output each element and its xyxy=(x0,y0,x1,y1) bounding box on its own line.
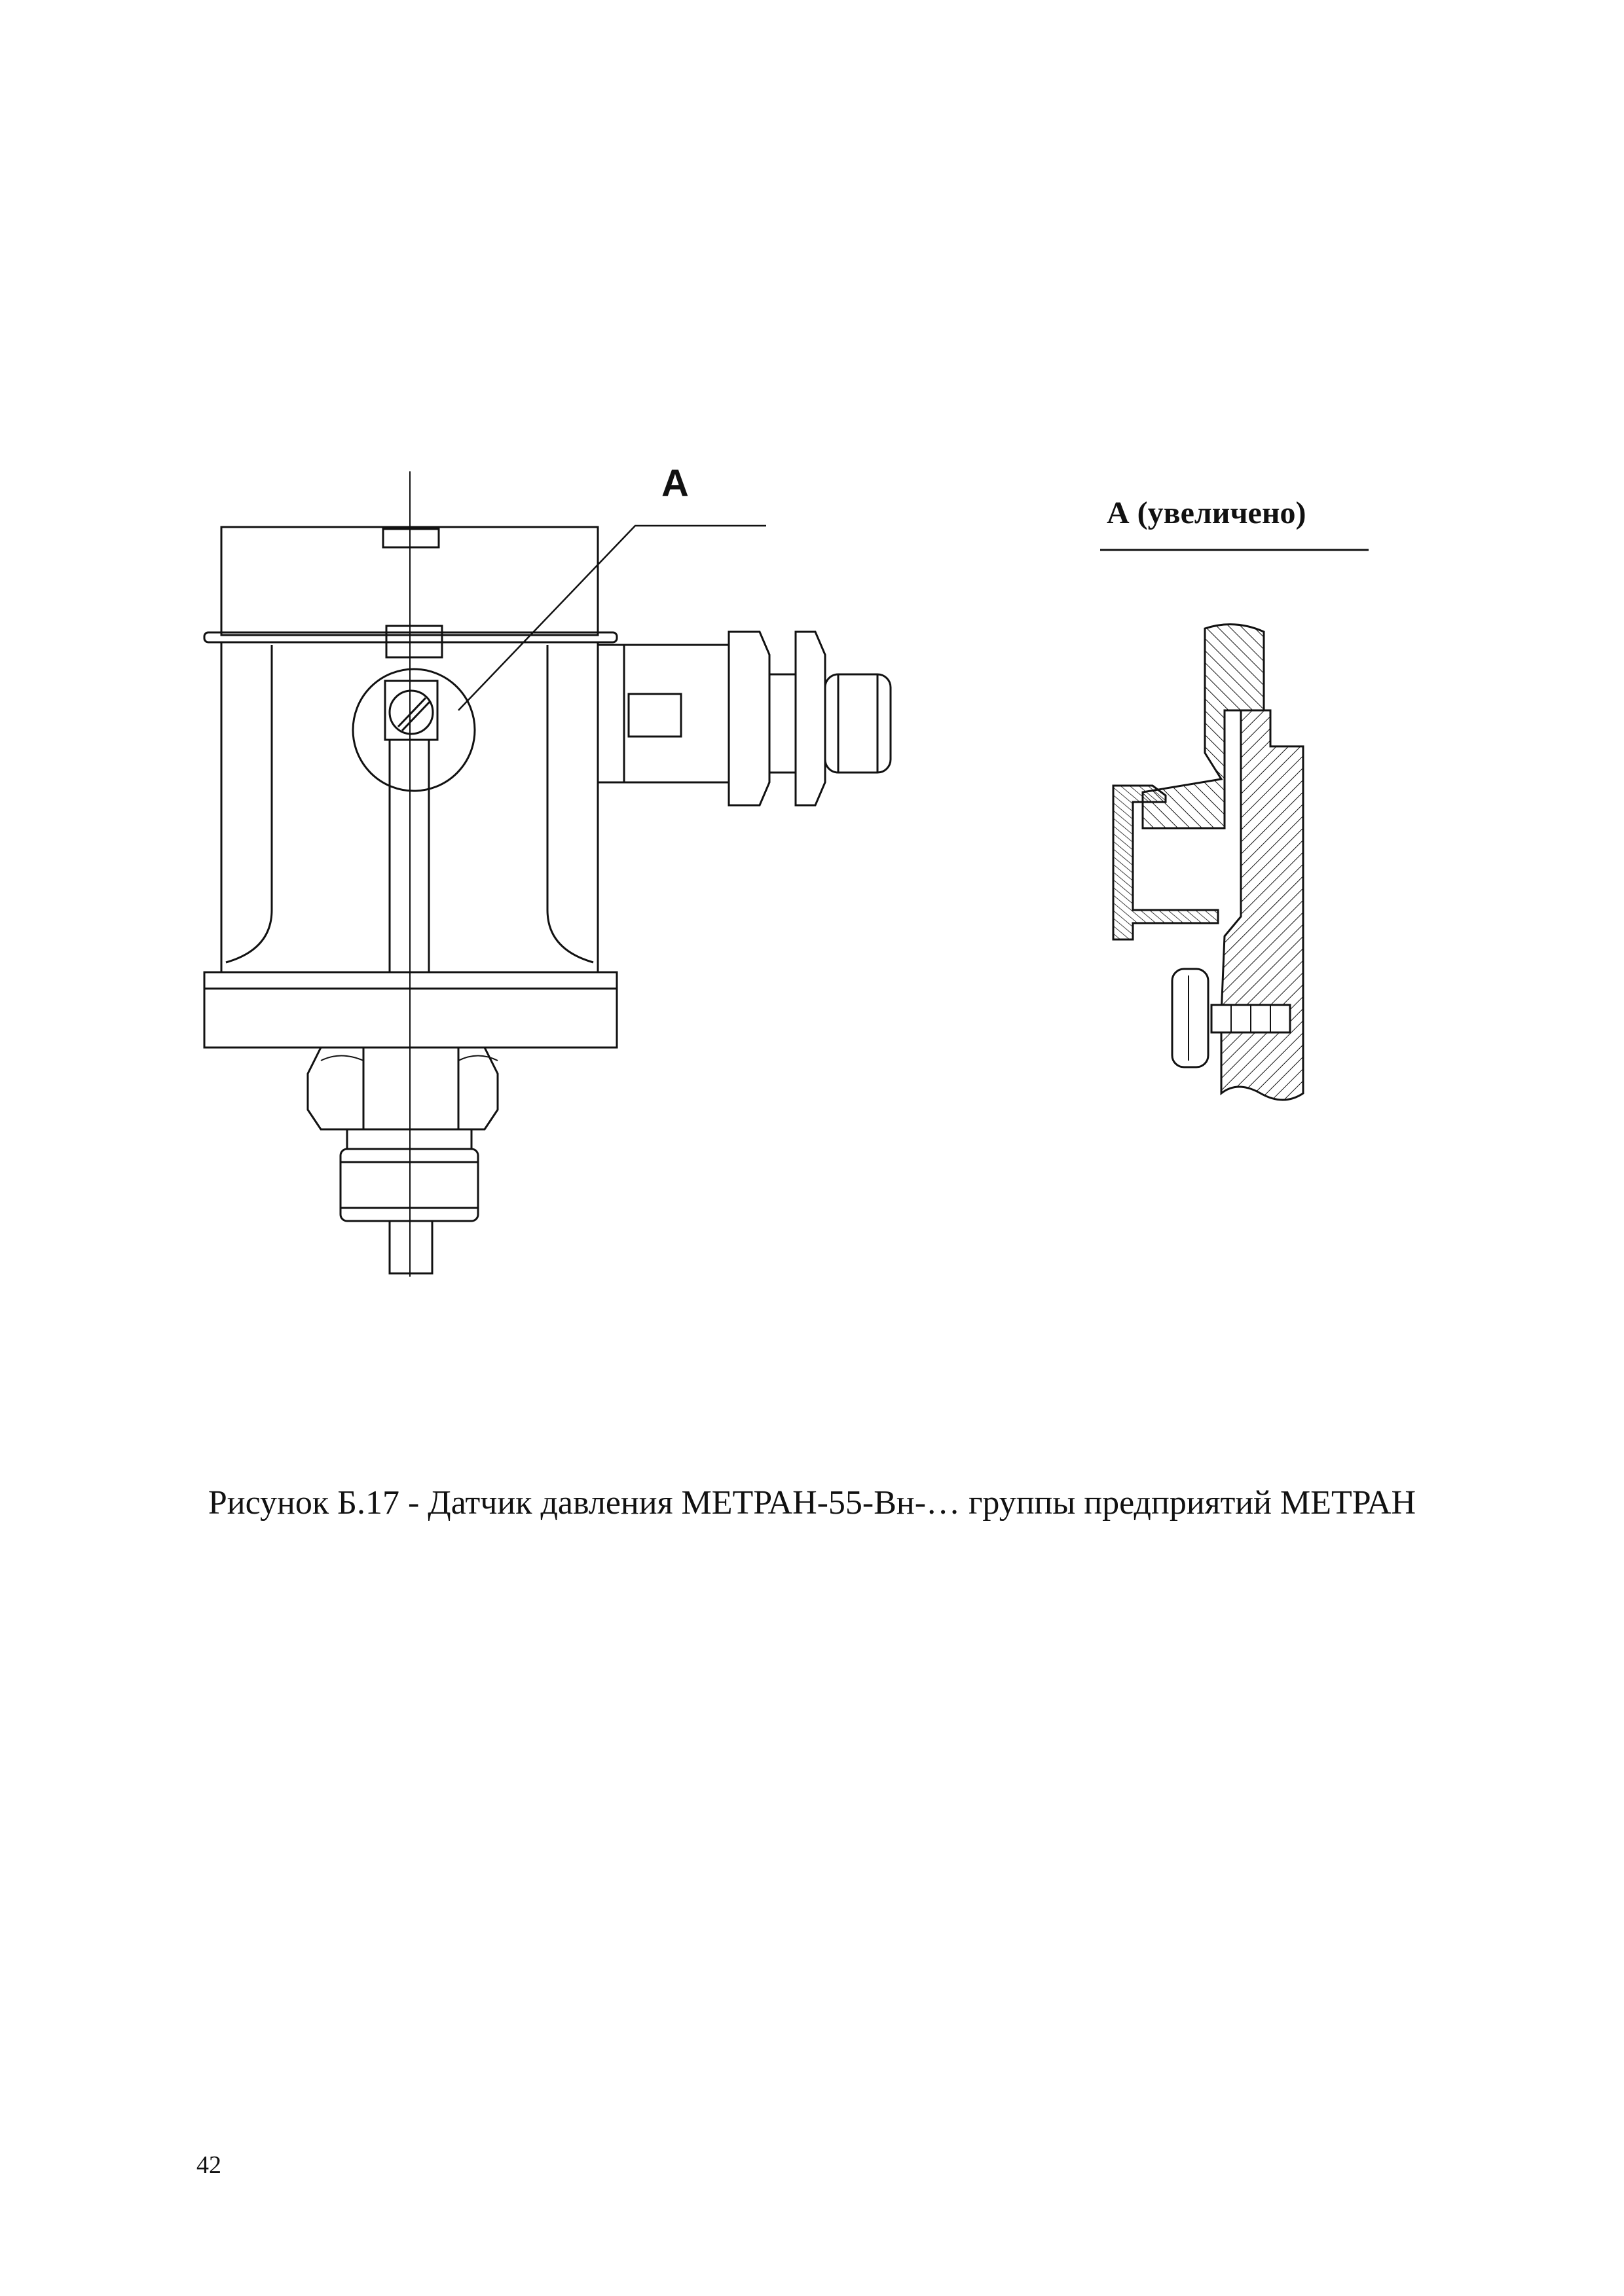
detail-a-view xyxy=(1100,550,1369,1100)
housing-inner-left xyxy=(226,645,272,962)
nipple xyxy=(390,1221,432,1273)
gland-nut-right xyxy=(796,632,825,805)
callout-label-a: А xyxy=(661,462,689,505)
detail-screw-head xyxy=(1172,969,1208,1067)
cap-notch xyxy=(383,529,439,547)
housing-inner-right xyxy=(547,645,593,962)
detail-a-circle xyxy=(353,669,475,791)
callout-leader xyxy=(458,526,766,710)
gland-base xyxy=(598,645,624,782)
gland-cap xyxy=(825,674,891,773)
detail-housing-section xyxy=(1221,710,1303,1100)
gland-nut-left xyxy=(729,632,769,805)
sensor-main-view xyxy=(204,471,891,1277)
detail-view-title: А (увеличено) xyxy=(1107,496,1306,530)
gland-coupling xyxy=(769,674,796,773)
gland-housing xyxy=(624,645,729,782)
hex-nut xyxy=(308,1048,498,1129)
gland-stub xyxy=(629,694,681,737)
figure-caption: Рисунок Б.17 - Датчик давления МЕТРАН-55-Вн-… группы предприятий МЕТРАН xyxy=(208,1484,1416,1522)
page-number: 42 xyxy=(196,2151,221,2179)
